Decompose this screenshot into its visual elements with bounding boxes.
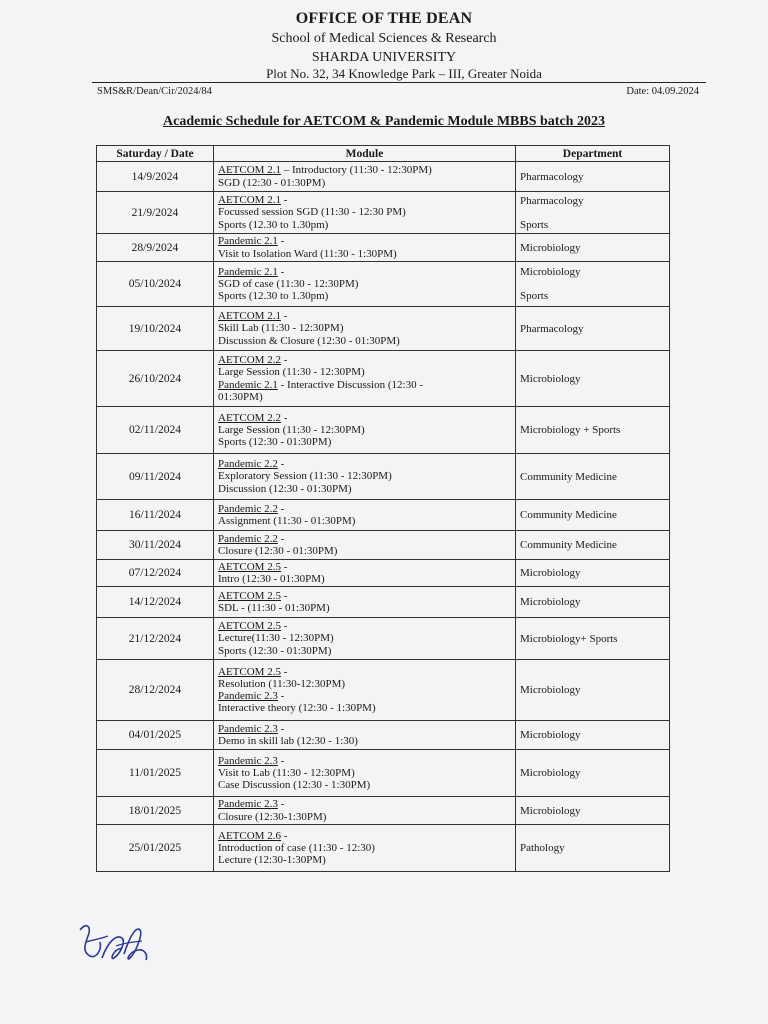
module-line [218,458,511,470]
module-line [218,335,511,347]
table-header-row [97,146,670,162]
module-text: - [277,754,285,767]
module-text: - Interactive Discussion (12:30 - [277,378,423,391]
module-text: Closure (12:30 - 01:30PM) [218,545,338,557]
table-row [97,307,670,351]
module-text: - [277,532,285,545]
module-line [218,391,511,403]
module-line [218,354,511,366]
module-text: Closure (12:30-1:30PM) [218,810,327,823]
row-department [516,531,670,560]
module-code: Pandemic 2.3 [218,690,278,702]
module-line [218,483,511,495]
module-text: - [280,194,288,207]
module-code: Pandemic 2.3 [218,798,278,811]
school-name: School of Medical Sciences & Research [271,31,497,46]
module-code: AETCOM 2.6 [218,829,281,842]
module-text: - [280,589,288,602]
row-department [516,262,670,307]
module-line [218,678,511,690]
module-line [218,248,511,260]
row-date: 02/11/2024 [97,407,214,454]
department-name: Sports [520,290,549,302]
table-row [97,531,670,560]
row-module [214,721,516,750]
row-department [516,454,670,500]
module-code: AETCOM 2.1 [218,164,281,177]
module-line [218,278,511,290]
row-date: 28/12/2024 [97,660,214,721]
row-date: 30/11/2024 [97,531,214,560]
module-code: Pandemic 2.3 [218,722,278,735]
address-line: Plot No. 32, 34 Knowledge Park – III, Greater Noida [266,66,542,81]
row-date: 14/12/2024 [97,587,214,618]
row-module [214,825,516,872]
row-module [214,234,516,262]
module-code: Pandemic 2.3 [218,754,278,767]
module-text: Case Discussion (12:30 - 1:30PM) [218,779,371,792]
row-department [516,407,670,454]
module-line [218,470,511,482]
module-line [218,854,511,866]
row-date: 21/9/2024 [97,192,214,234]
module-line [218,602,511,614]
row-module [214,618,516,660]
module-code: Pandemic 2.2 [218,532,278,545]
module-text: Lecture(11:30 - 12:30PM) [218,632,334,645]
row-date: 04/01/2025 [97,721,214,750]
module-text: 01:30PM) [218,390,263,403]
module-code: AETCOM 2.5 [218,620,281,633]
department-name: Microbiology [520,372,581,385]
row-module [214,407,516,454]
module-line [218,366,511,378]
module-text: - [280,665,288,678]
row-date: 16/11/2024 [97,500,214,531]
module-code: Pandemic 2.1 [218,265,278,278]
row-department [516,750,670,797]
row-department [516,797,670,825]
department-name: Microbiology+ Sports [520,632,618,645]
row-date: 05/10/2024 [97,262,214,307]
department-name: Microbiology [520,729,581,741]
module-text: Demo in skill lab (12:30 - 1:30) [218,735,358,747]
module-line [218,723,511,735]
module-text: Lecture (12:30-1:30PM) [218,854,326,867]
department-name: Microbiology [520,596,581,608]
schedule-table [96,145,670,872]
module-line [218,666,511,678]
module-line [218,798,511,810]
module-text: - [277,458,285,471]
row-module [214,351,516,407]
signature-image [72,912,172,972]
module-line [218,573,511,585]
table-row [97,351,670,407]
module-code: Pandemic 2.2 [218,502,278,515]
table-row [97,797,670,825]
department-name: Sports [520,218,549,231]
module-code: Pandemic 2.2 [218,458,278,471]
row-date: 07/12/2024 [97,560,214,587]
row-department [516,587,670,618]
module-line [218,235,511,247]
header-divider [92,82,706,83]
university-name: SHARDA UNIVERSITY [311,50,457,65]
row-department [516,825,670,872]
module-line [218,290,511,302]
module-text: - [277,722,285,735]
module-text: Introduction of case (11:30 - 12:30) [218,841,375,854]
row-module [214,560,516,587]
schedule-table-body [97,162,670,872]
department-spacer [520,207,665,219]
module-code: AETCOM 2.5 [218,589,281,602]
module-line [218,561,511,573]
module-line [218,620,511,632]
schedule-title: Academic Schedule for AETCOM & Pandemic Module MBBS batch 2023 [163,114,605,129]
module-line [218,379,511,391]
module-line [218,779,511,791]
row-date: 19/10/2024 [97,307,214,351]
module-line [218,702,511,714]
module-text: Resolution (11:30-12:30PM) [218,677,346,690]
module-line [218,735,511,747]
module-text: - [277,798,285,811]
module-text: Sports (12:30 - 01:30PM) [218,436,332,449]
table-row [97,500,670,531]
module-line [218,503,511,515]
module-text: – Introductory (11:30 - 12:30PM) [280,164,432,177]
module-line [218,177,511,189]
table-row [97,262,670,307]
module-text: - [277,690,285,702]
table-row [97,454,670,500]
table-row [97,234,670,262]
department-name: Pharmacology [520,322,584,335]
module-line [218,424,511,436]
row-department [516,500,670,531]
row-department [516,234,670,262]
row-date: 09/11/2024 [97,454,214,500]
module-line [218,830,511,842]
table-row [97,407,670,454]
row-date: 18/01/2025 [97,797,214,825]
module-text: Assignment (11:30 - 01:30PM) [218,515,356,527]
row-module [214,500,516,531]
department-name: Microbiology + Sports [520,424,621,436]
row-department [516,307,670,351]
module-code: AETCOM 2.5 [218,560,281,573]
department-name: Microbiology [520,804,581,817]
module-text: - [277,265,285,278]
row-date: 26/10/2024 [97,351,214,407]
reference-number: SMS&R/Dean/Cir/2024/84 [97,86,212,97]
row-module [214,192,516,234]
module-line [218,533,511,545]
row-department [516,351,670,407]
module-line [218,412,511,424]
module-text: Skill Lab (11:30 - 12:30PM) [218,322,344,335]
row-date: 14/9/2024 [97,162,214,192]
column-header-department: Department [516,146,670,162]
module-line [218,194,511,206]
module-text: SGD (12:30 - 01:30PM) [218,176,326,189]
module-text: - [280,620,288,633]
module-text: - [280,560,288,573]
module-code: AETCOM 2.2 [218,354,281,367]
column-header-date: Saturday / Date [97,146,214,162]
module-text: Discussion & Closure (12:30 - 01:30PM) [218,334,400,347]
department-name: Microbiology [520,767,581,779]
module-line [218,266,511,278]
column-header-module: Module [214,146,516,162]
module-text: - [277,235,285,248]
module-code: Pandemic 2.1 [218,235,278,248]
module-text: Exploratory Session (11:30 - 12:30PM) [218,470,392,483]
module-code: Pandemic 2.1 [218,378,278,391]
circular-date: Date: 04.09.2024 [626,86,699,97]
row-module [214,262,516,307]
module-line [218,645,511,657]
department-name: Community Medicine [520,539,617,551]
module-line [218,767,511,779]
module-text: Visit to Lab (11:30 - 12:30PM) [218,766,355,779]
module-line [218,690,511,702]
table-row [97,660,670,721]
row-department [516,192,670,234]
row-date: 21/12/2024 [97,618,214,660]
table-row [97,618,670,660]
department-spacer [520,278,665,290]
module-text: - [280,354,288,367]
module-text: - [280,310,288,323]
row-module [214,587,516,618]
module-line [218,164,511,176]
module-text: - [280,829,288,842]
table-row [97,825,670,872]
office-title: OFFICE OF THE DEAN [295,10,473,27]
row-date: 25/01/2025 [97,825,214,872]
module-code: AETCOM 2.2 [218,411,281,424]
row-module [214,797,516,825]
row-department [516,560,670,587]
module-line [218,219,511,231]
module-text: Sports (12:30 - 01:30PM) [218,644,332,657]
department-name: Community Medicine [520,509,617,521]
module-line [218,842,511,854]
table-row [97,162,670,192]
row-department [516,660,670,721]
row-module [214,307,516,351]
module-text: Sports (12.30 to 1.30pm) [218,218,329,231]
module-text: Large Session (11:30 - 12:30PM) [218,366,365,379]
department-name: Microbiology [520,684,581,696]
module-text: SDL - (11:30 - 01:30PM) [218,602,330,614]
row-module [214,162,516,192]
module-line [218,632,511,644]
module-line [218,322,511,334]
module-text: Interactive theory (12:30 - 1:30PM) [218,702,376,715]
department-name: Microbiology [520,241,581,254]
module-line [218,590,511,602]
department-name: Community Medicine [520,470,617,483]
department-name: Microbiology [520,567,581,579]
module-line [218,811,511,823]
row-department [516,721,670,750]
row-module [214,660,516,721]
row-department [516,162,670,192]
module-line [218,436,511,448]
table-row [97,560,670,587]
row-module [214,750,516,797]
module-line [218,755,511,767]
module-line [218,545,511,557]
row-module [214,531,516,560]
row-module [214,454,516,500]
department-name: Microbiology [520,266,581,278]
row-date: 28/9/2024 [97,234,214,262]
row-department [516,618,670,660]
module-text: Intro (12:30 - 01:30PM) [218,573,325,585]
module-text: - [277,502,285,515]
table-row [97,750,670,797]
module-line [218,515,511,527]
module-text: Sports (12.30 to 1.30pm) [218,290,329,303]
module-text: Discussion (12:30 - 01:30PM) [218,482,352,495]
module-line [218,206,511,218]
module-text: Focussed session SGD (11:30 - 12:30 PM) [218,206,406,219]
module-line [218,310,511,322]
row-date: 11/01/2025 [97,750,214,797]
module-text: SGD of case (11:30 - 12:30PM) [218,277,359,290]
module-code: AETCOM 2.1 [218,194,281,207]
department-name: Pharmacology [520,194,584,207]
module-text: Large Session (11:30 - 12:30PM) [218,423,365,436]
module-text: - [280,411,288,424]
module-code: AETCOM 2.5 [218,665,281,678]
module-code: AETCOM 2.1 [218,310,281,323]
module-text: Visit to Isolation Ward (11:30 - 1:30PM) [218,247,397,260]
department-name: Pharmacology [520,170,584,183]
table-row [97,192,670,234]
table-row [97,721,670,750]
table-row [97,587,670,618]
department-name: Pathology [520,842,565,854]
